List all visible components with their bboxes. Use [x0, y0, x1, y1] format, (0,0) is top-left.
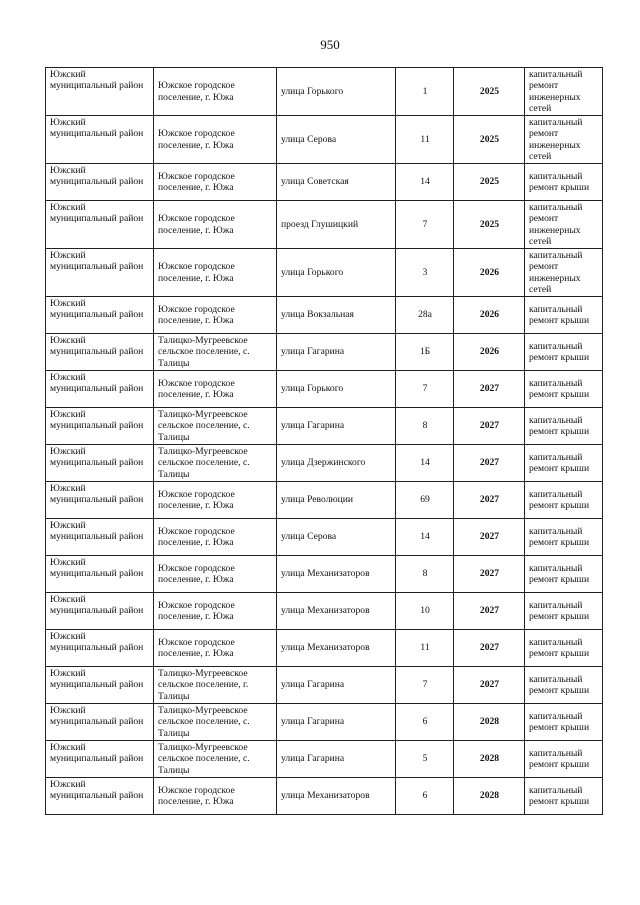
table-row	[46, 445, 603, 482]
table-row	[46, 116, 603, 164]
year-cell: 2027	[454, 556, 525, 593]
district-cell: Южский муниципальный район	[46, 297, 154, 334]
district-cell: Южский муниципальный район	[46, 334, 154, 371]
work-type-cell: капитальный ремонт крыши	[525, 482, 603, 519]
street-cell: улица Механизаторов	[277, 556, 396, 593]
house-number-cell: 10	[396, 593, 454, 630]
table-row	[46, 334, 603, 371]
district-cell: Южский муниципальный район	[46, 408, 154, 445]
work-type-cell: капитальный ремонт инженерных сетей	[525, 116, 603, 164]
house-number-cell: 14	[396, 164, 454, 201]
table-row	[46, 741, 603, 778]
street-cell: улица Серова	[277, 116, 396, 164]
work-type-cell: капитальный ремонт крыши	[525, 630, 603, 667]
street-cell: проезд Глушицкий	[277, 201, 396, 249]
table-row	[46, 667, 603, 704]
district-cell: Южский муниципальный район	[46, 704, 154, 741]
district-cell: Южский муниципальный район	[46, 116, 154, 164]
settlement-cell: Южское городское поселение, г. Южа	[154, 116, 277, 164]
house-number-cell: 11	[396, 116, 454, 164]
year-cell: 2025	[454, 68, 525, 116]
street-cell: улица Гагарина	[277, 667, 396, 704]
house-number-cell: 7	[396, 201, 454, 249]
year-cell: 2026	[454, 249, 525, 297]
work-type-cell: капитальный ремонт крыши	[525, 778, 603, 815]
work-type-cell: капитальный ремонт крыши	[525, 334, 603, 371]
table-row	[46, 593, 603, 630]
house-number-cell: 6	[396, 704, 454, 741]
year-cell: 2027	[454, 519, 525, 556]
settlement-cell: Южское городское поселение, г. Южа	[154, 68, 277, 116]
district-cell: Южский муниципальный район	[46, 593, 154, 630]
table-row	[46, 482, 603, 519]
settlement-cell: Южское городское поселение, г. Южа	[154, 164, 277, 201]
work-type-cell: капитальный ремонт крыши	[525, 556, 603, 593]
district-cell: Южский муниципальный район	[46, 68, 154, 116]
district-cell: Южский муниципальный район	[46, 164, 154, 201]
street-cell: улица Механизаторов	[277, 630, 396, 667]
settlement-cell: Талицко-Мугреевское сельское поселение, с. Талицы	[154, 408, 277, 445]
work-type-cell: капитальный ремонт крыши	[525, 704, 603, 741]
street-cell: улица Горького	[277, 68, 396, 116]
work-type-cell: капитальный ремонт крыши	[525, 593, 603, 630]
year-cell: 2027	[454, 630, 525, 667]
street-cell: улица Гагарина	[277, 408, 396, 445]
work-type-cell: капитальный ремонт крыши	[525, 741, 603, 778]
street-cell: улица Гагарина	[277, 704, 396, 741]
settlement-cell: Талицко-Мугреевское сельское поселение, с. Талицы	[154, 704, 277, 741]
table-row	[46, 630, 603, 667]
street-cell: улица Серова	[277, 519, 396, 556]
year-cell: 2028	[454, 778, 525, 815]
year-cell: 2028	[454, 741, 525, 778]
table-row	[46, 556, 603, 593]
table-row	[46, 778, 603, 815]
house-number-cell: 1	[396, 68, 454, 116]
street-cell: улица Дзержинского	[277, 445, 396, 482]
settlement-cell: Талицко-Мугреевское сельское поселение, с. Талицы	[154, 741, 277, 778]
table-row	[46, 249, 603, 297]
house-number-cell: 69	[396, 482, 454, 519]
settlement-cell: Южское городское поселение, г. Южа	[154, 297, 277, 334]
year-cell: 2027	[454, 371, 525, 408]
work-type-cell: капитальный ремонт инженерных сетей	[525, 201, 603, 249]
street-cell: улица Советская	[277, 164, 396, 201]
settlement-cell: Южское городское поселение, г. Южа	[154, 201, 277, 249]
district-cell: Южский муниципальный район	[46, 249, 154, 297]
street-cell: улица Горького	[277, 249, 396, 297]
house-number-cell: 1Б	[396, 334, 454, 371]
district-cell: Южский муниципальный район	[46, 519, 154, 556]
house-number-cell: 7	[396, 667, 454, 704]
work-type-cell: капитальный ремонт инженерных сетей	[525, 249, 603, 297]
house-number-cell: 3	[396, 249, 454, 297]
year-cell: 2025	[454, 116, 525, 164]
year-cell: 2027	[454, 408, 525, 445]
district-cell: Южский муниципальный район	[46, 556, 154, 593]
settlement-cell: Южское городское поселение, г. Южа	[154, 556, 277, 593]
house-number-cell: 8	[396, 408, 454, 445]
year-cell: 2027	[454, 593, 525, 630]
year-cell: 2026	[454, 297, 525, 334]
settlement-cell: Южское городское поселение, г. Южа	[154, 482, 277, 519]
year-cell: 2027	[454, 445, 525, 482]
settlement-cell: Южское городское поселение, г. Южа	[154, 593, 277, 630]
work-type-cell: капитальный ремонт инженерных сетей	[525, 68, 603, 116]
district-cell: Южский муниципальный район	[46, 741, 154, 778]
table-row	[46, 164, 603, 201]
house-number-cell: 11	[396, 630, 454, 667]
work-type-cell: капитальный ремонт крыши	[525, 519, 603, 556]
year-cell: 2025	[454, 201, 525, 249]
settlement-cell: Талицко-Мугреевское сельское поселение, с. Талицы	[154, 445, 277, 482]
district-cell: Южский муниципальный район	[46, 445, 154, 482]
work-type-cell: капитальный ремонт крыши	[525, 408, 603, 445]
year-cell: 2026	[454, 334, 525, 371]
street-cell: улица Горького	[277, 371, 396, 408]
work-type-cell: капитальный ремонт крыши	[525, 297, 603, 334]
table-row	[46, 201, 603, 249]
table-row	[46, 704, 603, 741]
settlement-cell: Талицко-Мугреевское сельское поселение, г. Талицы	[154, 667, 277, 704]
street-cell: улица Революции	[277, 482, 396, 519]
street-cell: улица Вокзальная	[277, 297, 396, 334]
house-number-cell: 28а	[396, 297, 454, 334]
district-cell: Южский муниципальный район	[46, 778, 154, 815]
street-cell: улица Гагарина	[277, 334, 396, 371]
table-row	[46, 408, 603, 445]
street-cell: улица Гагарина	[277, 741, 396, 778]
settlement-cell: Южское городское поселение, г. Южа	[154, 371, 277, 408]
work-type-cell: капитальный ремонт крыши	[525, 667, 603, 704]
table-row	[46, 519, 603, 556]
housing-repair-table	[45, 67, 603, 815]
house-number-cell: 7	[396, 371, 454, 408]
district-cell: Южский муниципальный район	[46, 667, 154, 704]
work-type-cell: капитальный ремонт крыши	[525, 445, 603, 482]
table-row	[46, 371, 603, 408]
year-cell: 2025	[454, 164, 525, 201]
year-cell: 2027	[454, 667, 525, 704]
page-number: 950	[320, 37, 340, 52]
district-cell: Южский муниципальный район	[46, 201, 154, 249]
settlement-cell: Южское городское поселение, г. Южа	[154, 249, 277, 297]
work-type-cell: капитальный ремонт крыши	[525, 164, 603, 201]
settlement-cell: Южское городское поселение, г. Южа	[154, 519, 277, 556]
street-cell: улица Механизаторов	[277, 778, 396, 815]
district-cell: Южский муниципальный район	[46, 482, 154, 519]
work-type-cell: капитальный ремонт крыши	[525, 371, 603, 408]
house-number-cell: 14	[396, 445, 454, 482]
settlement-cell: Южское городское поселение, г. Южа	[154, 630, 277, 667]
year-cell: 2027	[454, 482, 525, 519]
settlement-cell: Талицко-Мугреевское сельское поселение, с. Талицы	[154, 334, 277, 371]
street-cell: улица Механизаторов	[277, 593, 396, 630]
house-number-cell: 6	[396, 778, 454, 815]
year-cell: 2028	[454, 704, 525, 741]
district-cell: Южский муниципальный район	[46, 630, 154, 667]
table-row	[46, 297, 603, 334]
settlement-cell: Южское городское поселение, г. Южа	[154, 778, 277, 815]
house-number-cell: 5	[396, 741, 454, 778]
table-row	[46, 68, 603, 116]
district-cell: Южский муниципальный район	[46, 371, 154, 408]
house-number-cell: 14	[396, 519, 454, 556]
house-number-cell: 8	[396, 556, 454, 593]
